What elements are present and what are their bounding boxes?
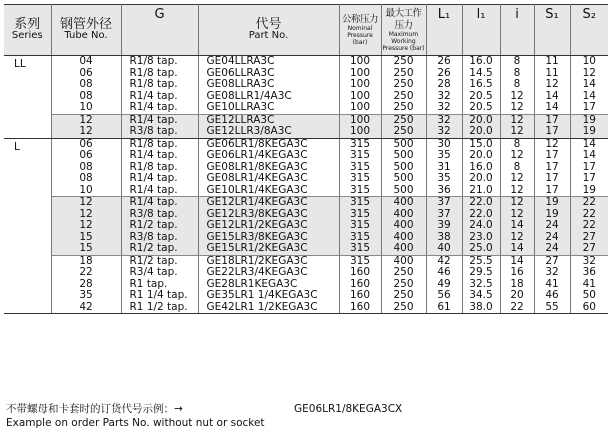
max-working-pressure-cell: 250: [381, 68, 426, 80]
g-thread-cell: R1/2 tap.: [121, 255, 198, 267]
part-no-cell: GE12LR1/2KEGA3C: [198, 220, 339, 232]
tube-no-cell: 06: [51, 150, 121, 162]
max-working-pressure-cell: 250: [381, 290, 426, 302]
l1-small-cell: 22.0: [462, 209, 500, 221]
g-thread-cell: R3/4 tap.: [121, 267, 198, 279]
series-header: [4, 5, 51, 56]
l1-header-label: L₁: [437, 7, 451, 22]
tube-no-cell: 22: [51, 267, 121, 279]
header-row: [4, 5, 608, 56]
part-no-cell: GE06LR1/4KEGA3C: [198, 150, 339, 162]
max-working-pressure-cell: 400: [381, 220, 426, 232]
table-row: [4, 290, 608, 302]
l1-cell: 26: [426, 68, 462, 80]
i-value-cell: 12: [500, 173, 534, 185]
nominal-pressure-cell: 100: [339, 79, 381, 91]
l1-cell: 56: [426, 290, 462, 302]
mwp-header-en2: Pressure (bar): [382, 45, 425, 52]
s2-header: [570, 5, 608, 56]
i-value-cell: 8: [500, 68, 534, 80]
max-working-pressure-cell: 500: [381, 173, 426, 185]
l1-cell: 40: [426, 243, 462, 255]
g-thread-cell: R1/4 tap.: [121, 197, 198, 209]
max-working-pressure-cell: 250: [381, 79, 426, 91]
l1-cell: 28: [426, 79, 462, 91]
s1-cell: 24: [534, 232, 570, 244]
max-working-pressure-cell: 250: [381, 114, 426, 126]
np-header-cn: 公称压力: [341, 13, 378, 25]
max-working-pressure-cell: 250: [381, 56, 426, 68]
max-working-pressure-cell: 250: [381, 102, 426, 114]
part-no-cell: GE18LR1/2KEGA3C: [198, 255, 339, 267]
nominal-pressure-cell: 160: [339, 290, 381, 302]
s1-cell: 17: [534, 114, 570, 126]
nominal-pressure-cell: 100: [339, 102, 381, 114]
l1-small-cell: 25.0: [462, 243, 500, 255]
l1-cell: 39: [426, 220, 462, 232]
table-row: [4, 150, 608, 162]
s1-cell: 12: [534, 138, 570, 150]
part-no-cell: GE06LR1/8KEGA3C: [198, 138, 339, 150]
i-value-cell: 12: [500, 126, 534, 138]
max-working-pressure-cell: 250: [381, 267, 426, 279]
nominal-pressure-cell: 315: [339, 243, 381, 255]
max-working-pressure-cell: 400: [381, 232, 426, 244]
s2-header-label: S₂: [582, 7, 596, 22]
g-thread-cell: R1/8 tap.: [121, 56, 198, 68]
s1-cell: 14: [534, 102, 570, 114]
s2-cell: 22: [570, 209, 608, 221]
tube-no-cell: 08: [51, 162, 121, 174]
tube-no-cell: 15: [51, 243, 121, 255]
l1-cell: 26: [426, 56, 462, 68]
max-working-pressure-cell: 250: [381, 126, 426, 138]
tube-no-cell: 08: [51, 79, 121, 91]
s2-cell: 10: [582, 55, 596, 67]
part-no-cell: GE10LR1/4KEGA3C: [198, 185, 339, 197]
i-value-cell: 14: [500, 220, 534, 232]
max-working-pressure-cell: 400: [381, 197, 426, 209]
s2-cell: 14: [582, 78, 596, 90]
g-thread-cell: R1 1/4 tap.: [121, 290, 198, 302]
l1-small-cell: 20.0: [462, 126, 500, 138]
g-thread-cell: R1/8 tap.: [121, 138, 198, 150]
g-thread-cell: R1/4 tap.: [121, 114, 198, 126]
part-no-cell: GE08LLRA3C: [198, 79, 339, 91]
s1-header: [534, 5, 570, 56]
mwp-header-cn: 最大工作压力: [385, 8, 422, 31]
nominal-pressure-cell: 100: [339, 126, 381, 138]
max-working-pressure-cell: 500: [381, 185, 426, 197]
l1-cell: 30: [426, 138, 462, 150]
i-value-cell: 14: [500, 255, 534, 267]
max-working-pressure-cell: 400: [381, 209, 426, 221]
s2-cell: 14: [582, 137, 596, 150]
part-no-cell: GE12LR1/4KEGA3C: [198, 197, 339, 209]
table-row: [4, 302, 608, 314]
tube-no-cell: 35: [51, 290, 121, 302]
table-row: [4, 243, 608, 255]
tube-no-cell: 18: [51, 255, 121, 267]
g-header: [121, 5, 198, 56]
nominal-pressure-cell: 100: [339, 91, 381, 103]
part-no-cell: GE10LLRA3C: [198, 102, 339, 114]
s2-cell: 19: [570, 126, 608, 138]
np-header-en1: Nominal: [347, 25, 373, 33]
tube-no-cell: 08: [51, 91, 121, 103]
max-working-pressure-cell: 500: [381, 150, 426, 162]
max-working-pressure-cell: 250: [381, 91, 426, 103]
part-no-cell: GE12LR3/8KEGA3C: [198, 209, 339, 221]
l1-small-cell: 25.5: [462, 255, 500, 267]
part-no-cell: GE22LR3/4KEGA3C: [198, 267, 339, 279]
series-cell: LL: [4, 56, 51, 139]
l1-small-cell: 16.0: [462, 56, 500, 68]
table-row: [4, 79, 608, 91]
max-working-pressure-cell: 400: [381, 255, 426, 267]
s2-cell: 14: [582, 149, 596, 161]
table-row: [4, 220, 608, 232]
table-row: [4, 102, 608, 114]
i-value-cell: 8: [500, 56, 534, 68]
s2-cell: 27: [570, 243, 608, 255]
s1-cell: 11: [534, 68, 570, 80]
i-value-cell: 12: [500, 209, 534, 221]
s2-cell: 32: [582, 254, 596, 267]
part-no-cell: GE35LR1 1/4KEGA3C: [198, 290, 339, 302]
s2-cell: 22: [570, 197, 608, 209]
s1-header-label: S₁: [545, 7, 559, 22]
nominal-pressure-cell: 315: [339, 197, 381, 209]
tube-no-cell: 10: [51, 185, 121, 197]
footer-cn: 不带螺母和卡套时的订货代号示例：→: [6, 403, 183, 415]
s2-cell: 19: [570, 185, 608, 197]
s2-cell: 50: [582, 289, 596, 301]
footer-en: Example on order Parts No. without nut or socket: [6, 417, 265, 429]
part-no-cell: GE15LR1/2KEGA3C: [198, 243, 339, 255]
nominal-pressure-cell: 315: [339, 220, 381, 232]
tube-header: [51, 5, 121, 56]
max-pressure-header: [381, 5, 426, 56]
s1-cell: 17: [534, 150, 570, 162]
nominal-pressure-cell: 100: [339, 68, 381, 80]
l1-cell: 35: [426, 150, 462, 162]
max-working-pressure-cell: 500: [381, 138, 426, 150]
l1-small-cell: 14.5: [462, 68, 500, 80]
s2-cell: 36: [582, 266, 596, 278]
part-no-cell: GE28LR1KEGA3C: [198, 279, 339, 291]
l1-small-cell: 15.0: [462, 138, 500, 150]
tube-no-cell: 12: [51, 114, 121, 126]
footer: [6, 402, 403, 430]
l1-small-cell: 20.5: [462, 102, 500, 114]
series-header-cn: 系列: [14, 16, 41, 32]
l1-cell: 42: [426, 255, 462, 267]
g-thread-cell: R1 tap.: [121, 279, 198, 291]
max-working-pressure-cell: 250: [381, 279, 426, 291]
s2-cell: 17: [570, 102, 608, 114]
nominal-pressure-cell: 315: [339, 255, 381, 267]
g-thread-cell: R1/8 tap.: [121, 79, 198, 91]
l1-cell: 32: [426, 102, 462, 114]
s1-cell: 41: [534, 279, 570, 291]
s1-cell: 24: [534, 243, 570, 255]
max-working-pressure-cell: 500: [381, 162, 426, 174]
part-no-cell: GE12LLR3/8A3C: [198, 126, 339, 138]
tube-no-cell: 12: [51, 209, 121, 221]
g-thread-cell: R3/8 tap.: [121, 126, 198, 138]
nominal-pressure-cell: 160: [339, 267, 381, 279]
s1-cell: 27: [534, 255, 570, 267]
l1-small-cell: 16.0: [462, 162, 500, 174]
l1-cell: 49: [426, 279, 462, 291]
l1-small-cell: 20.0: [462, 150, 500, 162]
s1-cell: 17: [534, 173, 570, 185]
nominal-pressure-cell: 315: [339, 209, 381, 221]
g-header-label: G: [154, 7, 165, 22]
l1-small-cell: 23.0: [462, 232, 500, 244]
l1-small-cell: 38.0: [462, 302, 500, 314]
nominal-pressure-cell: 160: [339, 302, 381, 314]
mwp-header-en1: Maximum Working: [388, 31, 419, 45]
nominal-pressure-cell: 315: [339, 138, 381, 150]
s2-cell: 60: [570, 302, 608, 314]
g-thread-cell: R1/4 tap.: [121, 150, 198, 162]
s1-cell: 17: [534, 126, 570, 138]
s2-cell: 12: [582, 66, 596, 79]
l1-small-cell: 24.0: [462, 220, 500, 232]
g-thread-cell: R3/8 tap.: [121, 232, 198, 244]
tube-no-cell: 12: [51, 220, 121, 232]
l1-small-header: [462, 5, 500, 56]
max-working-pressure-cell: 250: [381, 302, 426, 314]
l1-small-cell: 20.0: [462, 173, 500, 185]
g-thread-cell: R1/4 tap.: [121, 173, 198, 185]
s1-cell: 11: [534, 56, 570, 68]
l1-small-cell: 20.5: [462, 91, 500, 103]
s1-cell: 46: [534, 290, 570, 302]
i-value-cell: 12: [500, 114, 534, 126]
g-thread-cell: R1/8 tap.: [121, 68, 198, 80]
i-header: [500, 5, 534, 56]
i-value-cell: 16: [500, 267, 534, 279]
np-header-en2: Pressure (bar): [347, 32, 373, 47]
s2-cell: 22: [570, 220, 608, 232]
max-working-pressure-cell: 400: [381, 243, 426, 255]
table-row: [4, 185, 608, 197]
g-thread-cell: R1/4 tap.: [121, 185, 198, 197]
i-value-cell: 12: [500, 102, 534, 114]
i-value-cell: 12: [500, 150, 534, 162]
s2-cell: 27: [570, 232, 608, 244]
spec-table: [4, 4, 608, 314]
g-thread-cell: R1 1/2 tap.: [121, 302, 198, 314]
g-thread-cell: R3/8 tap.: [121, 209, 198, 221]
g-thread-cell: R1/2 tap.: [121, 220, 198, 232]
l1-cell: 36: [426, 185, 462, 197]
l1-small-cell: 29.5: [462, 267, 500, 279]
table-row: [4, 197, 608, 209]
nominal-pressure-header: [339, 5, 381, 56]
i-value-cell: 12: [500, 232, 534, 244]
i-value-cell: 20: [500, 290, 534, 302]
tube-no-cell: 08: [51, 173, 121, 185]
l1-small-cell: 20.0: [462, 114, 500, 126]
l1-cell: 32: [426, 91, 462, 103]
part-no-cell: GE15LR3/8KEGA3C: [198, 232, 339, 244]
s2-cell: 17: [582, 172, 596, 184]
nominal-pressure-cell: 315: [339, 173, 381, 185]
nominal-pressure-cell: 315: [339, 185, 381, 197]
i-value-cell: 12: [500, 91, 534, 103]
s1-cell: 24: [534, 220, 570, 232]
s2-cell: 41: [582, 277, 596, 290]
series-cell: L: [4, 138, 51, 314]
l1-small-cell: 32.5: [462, 279, 500, 291]
g-thread-cell: R1/4 tap.: [121, 91, 198, 103]
tube-no-cell: 06: [51, 138, 121, 150]
s2-cell: 19: [570, 114, 608, 126]
l1-small-cell: 21.0: [462, 185, 500, 197]
s1-cell: 55: [534, 302, 570, 314]
tube-no-cell: 04: [51, 56, 121, 68]
part-no-cell: GE12LLRA3C: [198, 114, 339, 126]
part-no-cell: GE04LLRA3C: [198, 56, 339, 68]
i-value-cell: 22: [500, 302, 534, 314]
table-row: [4, 173, 608, 185]
l1-cell: 37: [426, 209, 462, 221]
tube-no-cell: 06: [51, 68, 121, 80]
s1-cell: 32: [534, 267, 570, 279]
nominal-pressure-cell: 315: [339, 162, 381, 174]
i-value-cell: 8: [500, 79, 534, 91]
tube-no-cell: 10: [51, 102, 121, 114]
i-value-cell: 12: [500, 185, 534, 197]
s1-cell: 17: [534, 185, 570, 197]
nominal-pressure-cell: 315: [339, 150, 381, 162]
tube-no-cell: 28: [51, 279, 121, 291]
part-header: [198, 5, 339, 56]
s2-cell: 17: [582, 160, 596, 173]
s1-cell: 17: [534, 162, 570, 174]
l1-cell: 46: [426, 267, 462, 279]
i-value-cell: 18: [500, 279, 534, 291]
tube-no-cell: 12: [51, 197, 121, 209]
part-no-cell: GE08LLR1/4A3C: [198, 91, 339, 103]
i-header-label: i: [515, 7, 519, 22]
footer-example-part: GE06LR1/8KEGA3CX: [294, 403, 403, 415]
l1-small-cell: 16.5: [462, 79, 500, 91]
g-thread-cell: R1/8 tap.: [121, 162, 198, 174]
l1-small-cell: 22.0: [462, 197, 500, 209]
tube-no-cell: 12: [51, 126, 121, 138]
part-no-cell: GE08LR1/8KEGA3C: [198, 162, 339, 174]
s1-cell: 19: [534, 197, 570, 209]
part-no-cell: GE06LLRA3C: [198, 68, 339, 80]
l1-cell: 37: [426, 197, 462, 209]
series-header-en: Series: [11, 30, 43, 41]
g-thread-cell: R1/4 tap.: [121, 102, 198, 114]
i-value-cell: 14: [500, 243, 534, 255]
i-value-cell: 8: [500, 162, 534, 174]
l1-small-header-label: l₁: [476, 7, 486, 22]
s1-cell: 19: [534, 209, 570, 221]
part-no-cell: GE08LR1/4KEGA3C: [198, 173, 339, 185]
tube-no-cell: 15: [51, 232, 121, 244]
g-thread-cell: R1/2 tap.: [121, 243, 198, 255]
l1-small-cell: 34.5: [462, 290, 500, 302]
l1-cell: 32: [426, 126, 462, 138]
nominal-pressure-cell: 315: [339, 232, 381, 244]
table-row: [4, 126, 608, 138]
l1-cell: 31: [426, 162, 462, 174]
nominal-pressure-cell: 160: [339, 279, 381, 291]
table-row: [4, 267, 608, 279]
tube-header-cn: 钢管外径: [59, 16, 112, 32]
l1-cell: 32: [426, 114, 462, 126]
part-header-en: Part No.: [248, 30, 289, 41]
table-row: [4, 56, 608, 68]
nominal-pressure-cell: 100: [339, 114, 381, 126]
i-value-cell: 12: [500, 197, 534, 209]
s2-cell: 14: [582, 89, 596, 102]
l1-cell: 61: [426, 302, 462, 314]
l1-cell: 38: [426, 232, 462, 244]
s1-cell: 14: [534, 91, 570, 103]
i-value-cell: 8: [500, 138, 534, 150]
part-header-cn: 代号: [255, 16, 282, 32]
tube-header-en: Tube No.: [64, 30, 108, 41]
tube-no-cell: 42: [51, 302, 121, 314]
l1-header: [426, 5, 462, 56]
nominal-pressure-cell: 100: [339, 56, 381, 68]
s1-cell: 12: [534, 79, 570, 91]
l1-cell: 35: [426, 173, 462, 185]
part-no-cell: GE42LR1 1/2KEGA3C: [198, 302, 339, 314]
